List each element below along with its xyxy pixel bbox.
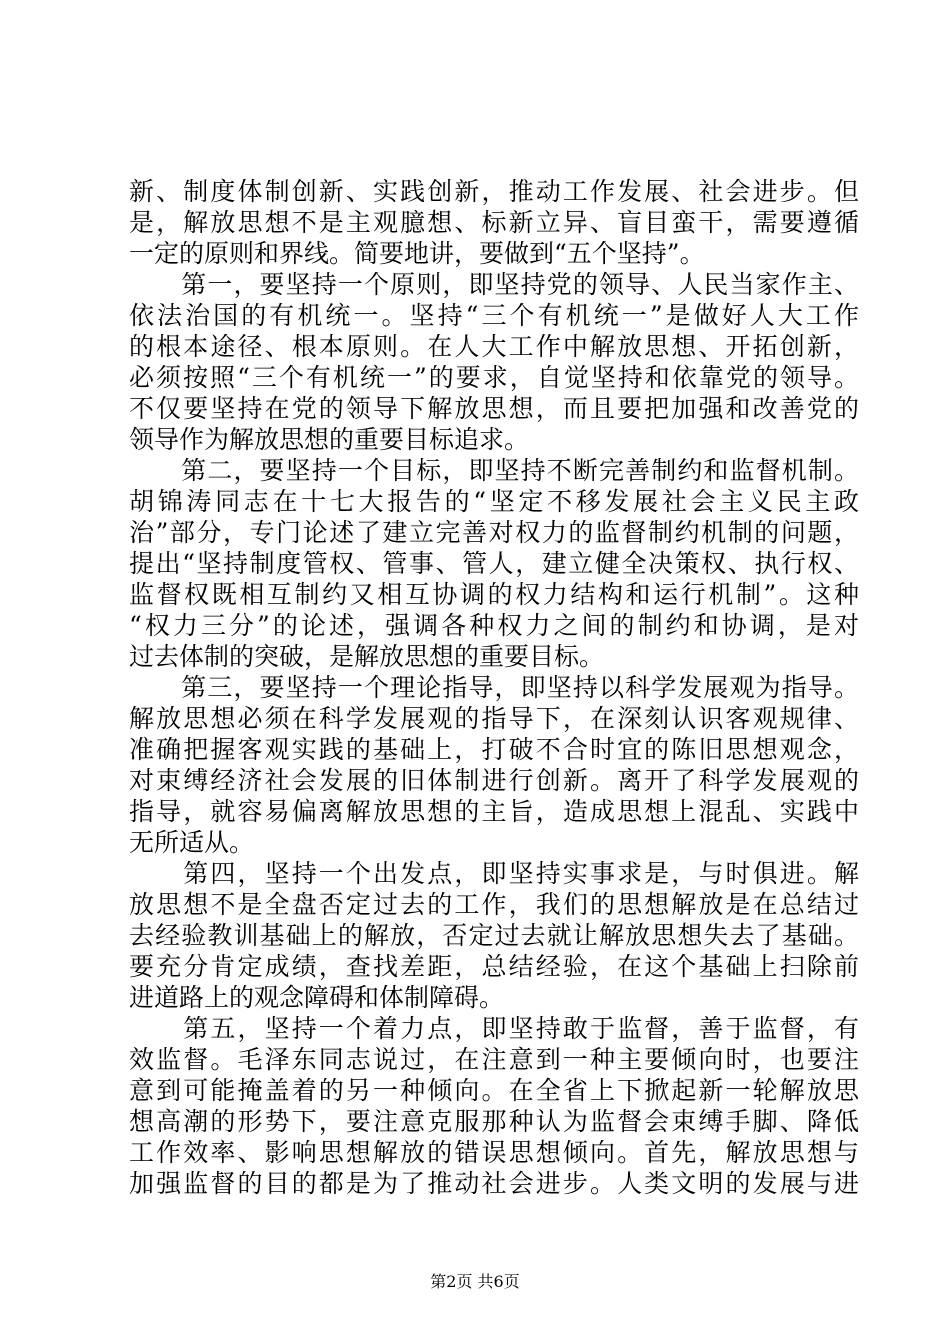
page-footer: 第2页 共6页 — [430, 1272, 520, 1291]
text-line: 治”部分，专门论述了建立完善对权力的监督制约机制的问题， — [129, 518, 859, 547]
body-text — [129, 176, 859, 1199]
text-line: 工作效率、影响思想解放的错误思想倾向。首先，解放思想与 — [129, 1138, 859, 1167]
text-line: 去经验教训基础上的解放，否定过去就让解放思想失去了基础。 — [129, 921, 859, 950]
text-line: 必须按照“三个有机统一”的要求，自觉坚持和依靠党的领导。 — [129, 363, 859, 392]
text-line: 对束缚经济社会发展的旧体制进行创新。离开了科学发展观的 — [129, 766, 859, 795]
text-line: 效监督。毛泽东同志说过，在注意到一种主要倾向时，也要注 — [129, 1045, 859, 1074]
text-line: 指导，就容易偏离解放思想的主旨，造成思想上混乱、实践中 — [129, 797, 859, 826]
text-line: 想高潮的形势下，要注意克服那种认为监督会束缚手脚、降低 — [129, 1107, 859, 1136]
text-line: 解放思想必须在科学发展观的指导下，在深刻认识客观规律、 — [129, 704, 859, 733]
text-line: 一定的原则和界线。简要地讲，要做到“五个坚持”。 — [129, 239, 705, 268]
text-line: 第三，要坚持一个理论指导，即坚持以科学发展观为指导。 — [129, 673, 859, 702]
text-line: 无所适从。 — [129, 828, 255, 857]
text-line: 依法治国的有机统一。坚持“三个有机统一”是做好人大工作 — [129, 301, 859, 330]
text-line: 要充分肯定成绩，查找差距，总结经验，在这个基础上扫除前 — [129, 952, 859, 981]
text-line: 不仅要坚持在党的领导下解放思想，而且要把加强和改善党的 — [129, 394, 859, 423]
text-line: 过去体制的突破，是解放思想的重要目标。 — [129, 642, 605, 671]
text-line: 胡锦涛同志在十七大报告的“坚定不移发展社会主义民主政 — [129, 487, 859, 516]
text-line: 进道路上的观念障碍和体制障碍。 — [129, 983, 505, 1012]
text-line: 的根本途径、根本原则。在人大工作中解放思想、开拓创新， — [129, 332, 859, 361]
text-line: 是，解放思想不是主观臆想、标新立异、盲目蛮干，需要遵循 — [129, 208, 859, 237]
text-line: 准确把握客观实践的基础上，打破不合时宜的陈旧思想观念， — [129, 735, 859, 764]
text-line: 第四，坚持一个出发点，即坚持实事求是，与时俱进。解 — [129, 859, 859, 888]
text-line: 意到可能掩盖着的另一种倾向。在全省上下掀起新一轮解放思 — [129, 1076, 859, 1105]
text-line: 新、制度体制创新、实践创新，推动工作发展、社会进步。但 — [129, 177, 859, 206]
text-line: 加强监督的目的都是为了推动社会进步。人类文明的发展与进 — [129, 1169, 859, 1198]
text-line: 监督权既相互制约又相互协调的权力结构和运行机制”。这种 — [129, 580, 859, 609]
text-line: 放思想不是全盘否定过去的工作，我们的思想解放是在总结过 — [129, 890, 859, 919]
text-line: “权力三分”的论述，强调各种权力之间的制约和协调，是对 — [129, 611, 859, 640]
text-line: 第五，坚持一个着力点，即坚持敢于监督，善于监督，有 — [129, 1014, 859, 1043]
text-line: 领导作为解放思想的重要目标追求。 — [129, 425, 530, 454]
text-line: 第二，要坚持一个目标，即坚持不断完善制约和监督机制。 — [129, 456, 859, 485]
text-line: 第一，要坚持一个原则，即坚持党的领导、人民当家作主、 — [129, 270, 859, 299]
text-line: 提出“坚持制度管权、管事、管人，建立健全决策权、执行权、 — [129, 549, 859, 578]
